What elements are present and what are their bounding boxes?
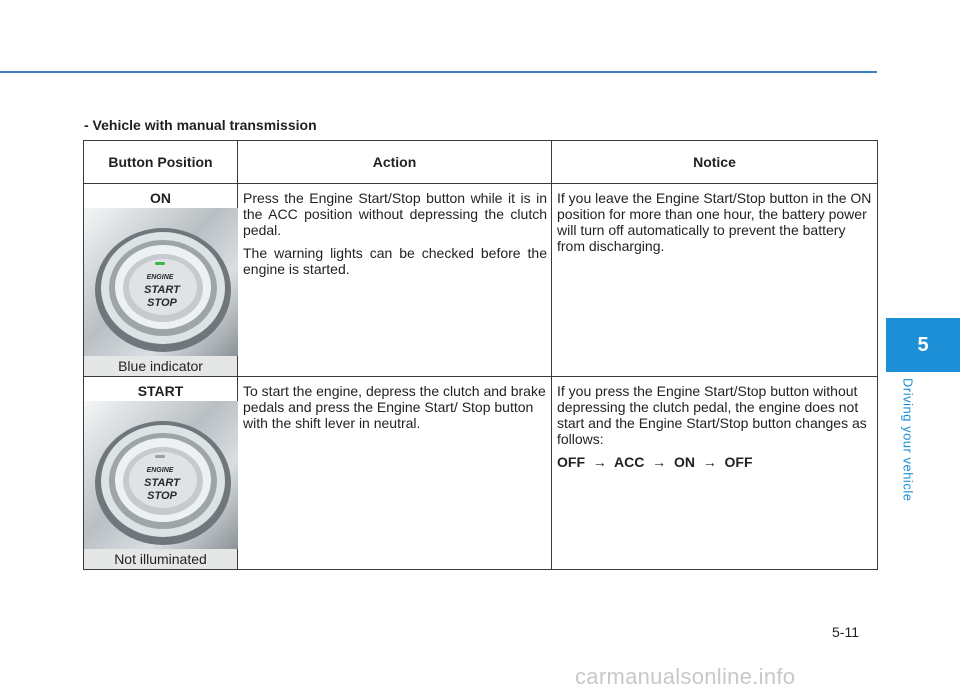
button-text-stop: STOP xyxy=(147,297,177,309)
header-rule xyxy=(0,71,877,73)
button-position-table xyxy=(83,140,878,570)
sequence-step: OFF xyxy=(724,454,753,470)
indicator-caption: Blue indicator xyxy=(84,356,237,376)
indicator-light xyxy=(155,262,165,265)
header-button-position: Button Position xyxy=(84,141,238,184)
section-heading: - Vehicle with manual transmission xyxy=(84,117,317,133)
button-text-start: START xyxy=(144,284,180,296)
table-row-start xyxy=(84,377,878,570)
position-cell xyxy=(84,377,238,570)
header-notice: Notice xyxy=(552,141,878,184)
button-text-engine: ENGINE xyxy=(146,274,174,281)
table-row-on xyxy=(84,184,878,377)
action-text: To start the engine, depress the clutch and brake pedals and press the Engine Start/ Stop button with the shift lever in neutral. xyxy=(243,383,546,431)
action-text: Press the Engine Start/Stop button while it is in the ACC position without depressing the clutch pedal. xyxy=(243,190,547,238)
engine-start-button-image xyxy=(84,401,238,549)
watermark-link[interactable]: carmanualsonline.info xyxy=(575,664,796,689)
sequence-step: ACC xyxy=(614,454,645,470)
start-stop-button-icon xyxy=(84,401,238,549)
sequence-step: OFF xyxy=(557,454,585,470)
notice-cell xyxy=(552,184,878,377)
position-label: START xyxy=(137,383,184,399)
engine-start-button-image xyxy=(84,208,238,356)
action-text: The warning lights can be checked before the engine is started. xyxy=(243,245,547,277)
position-label: ON xyxy=(150,190,171,206)
table-header-row xyxy=(84,141,878,184)
action-cell xyxy=(238,184,552,377)
start-stop-button-icon xyxy=(84,208,238,356)
chapter-title: Driving your vehicle xyxy=(900,378,916,502)
indicator-caption: Not illuminated xyxy=(84,549,237,569)
arrow-right-icon: → xyxy=(698,454,721,470)
notice-text: If you leave the Engine Start/Stop button in the ON position for more than one hour, the battery power will turn off automatically to prevent the battery from discharging. xyxy=(557,190,872,254)
page-number: 5-11 xyxy=(832,624,859,640)
indicator-light xyxy=(155,455,165,458)
chapter-number: 5 xyxy=(917,333,929,356)
action-cell xyxy=(238,377,552,570)
button-text-stop: STOP xyxy=(147,490,177,502)
button-text-engine: ENGINE xyxy=(146,467,174,474)
notice-text: If you press the Engine Start/Stop button without depressing the clutch pedal, the engine does not start and the Engine Start/Stop button changes as follows: xyxy=(557,383,867,447)
state-sequence xyxy=(557,454,873,470)
header-action: Action xyxy=(238,141,552,184)
chapter-number-tab xyxy=(886,318,960,372)
notice-cell xyxy=(552,377,878,570)
chapter-title-strip xyxy=(896,378,920,502)
arrow-right-icon: → xyxy=(648,454,671,470)
sequence-step: ON xyxy=(673,454,695,470)
arrow-right-icon: → xyxy=(588,454,611,470)
position-cell xyxy=(84,184,238,377)
button-text-start: START xyxy=(144,477,180,489)
